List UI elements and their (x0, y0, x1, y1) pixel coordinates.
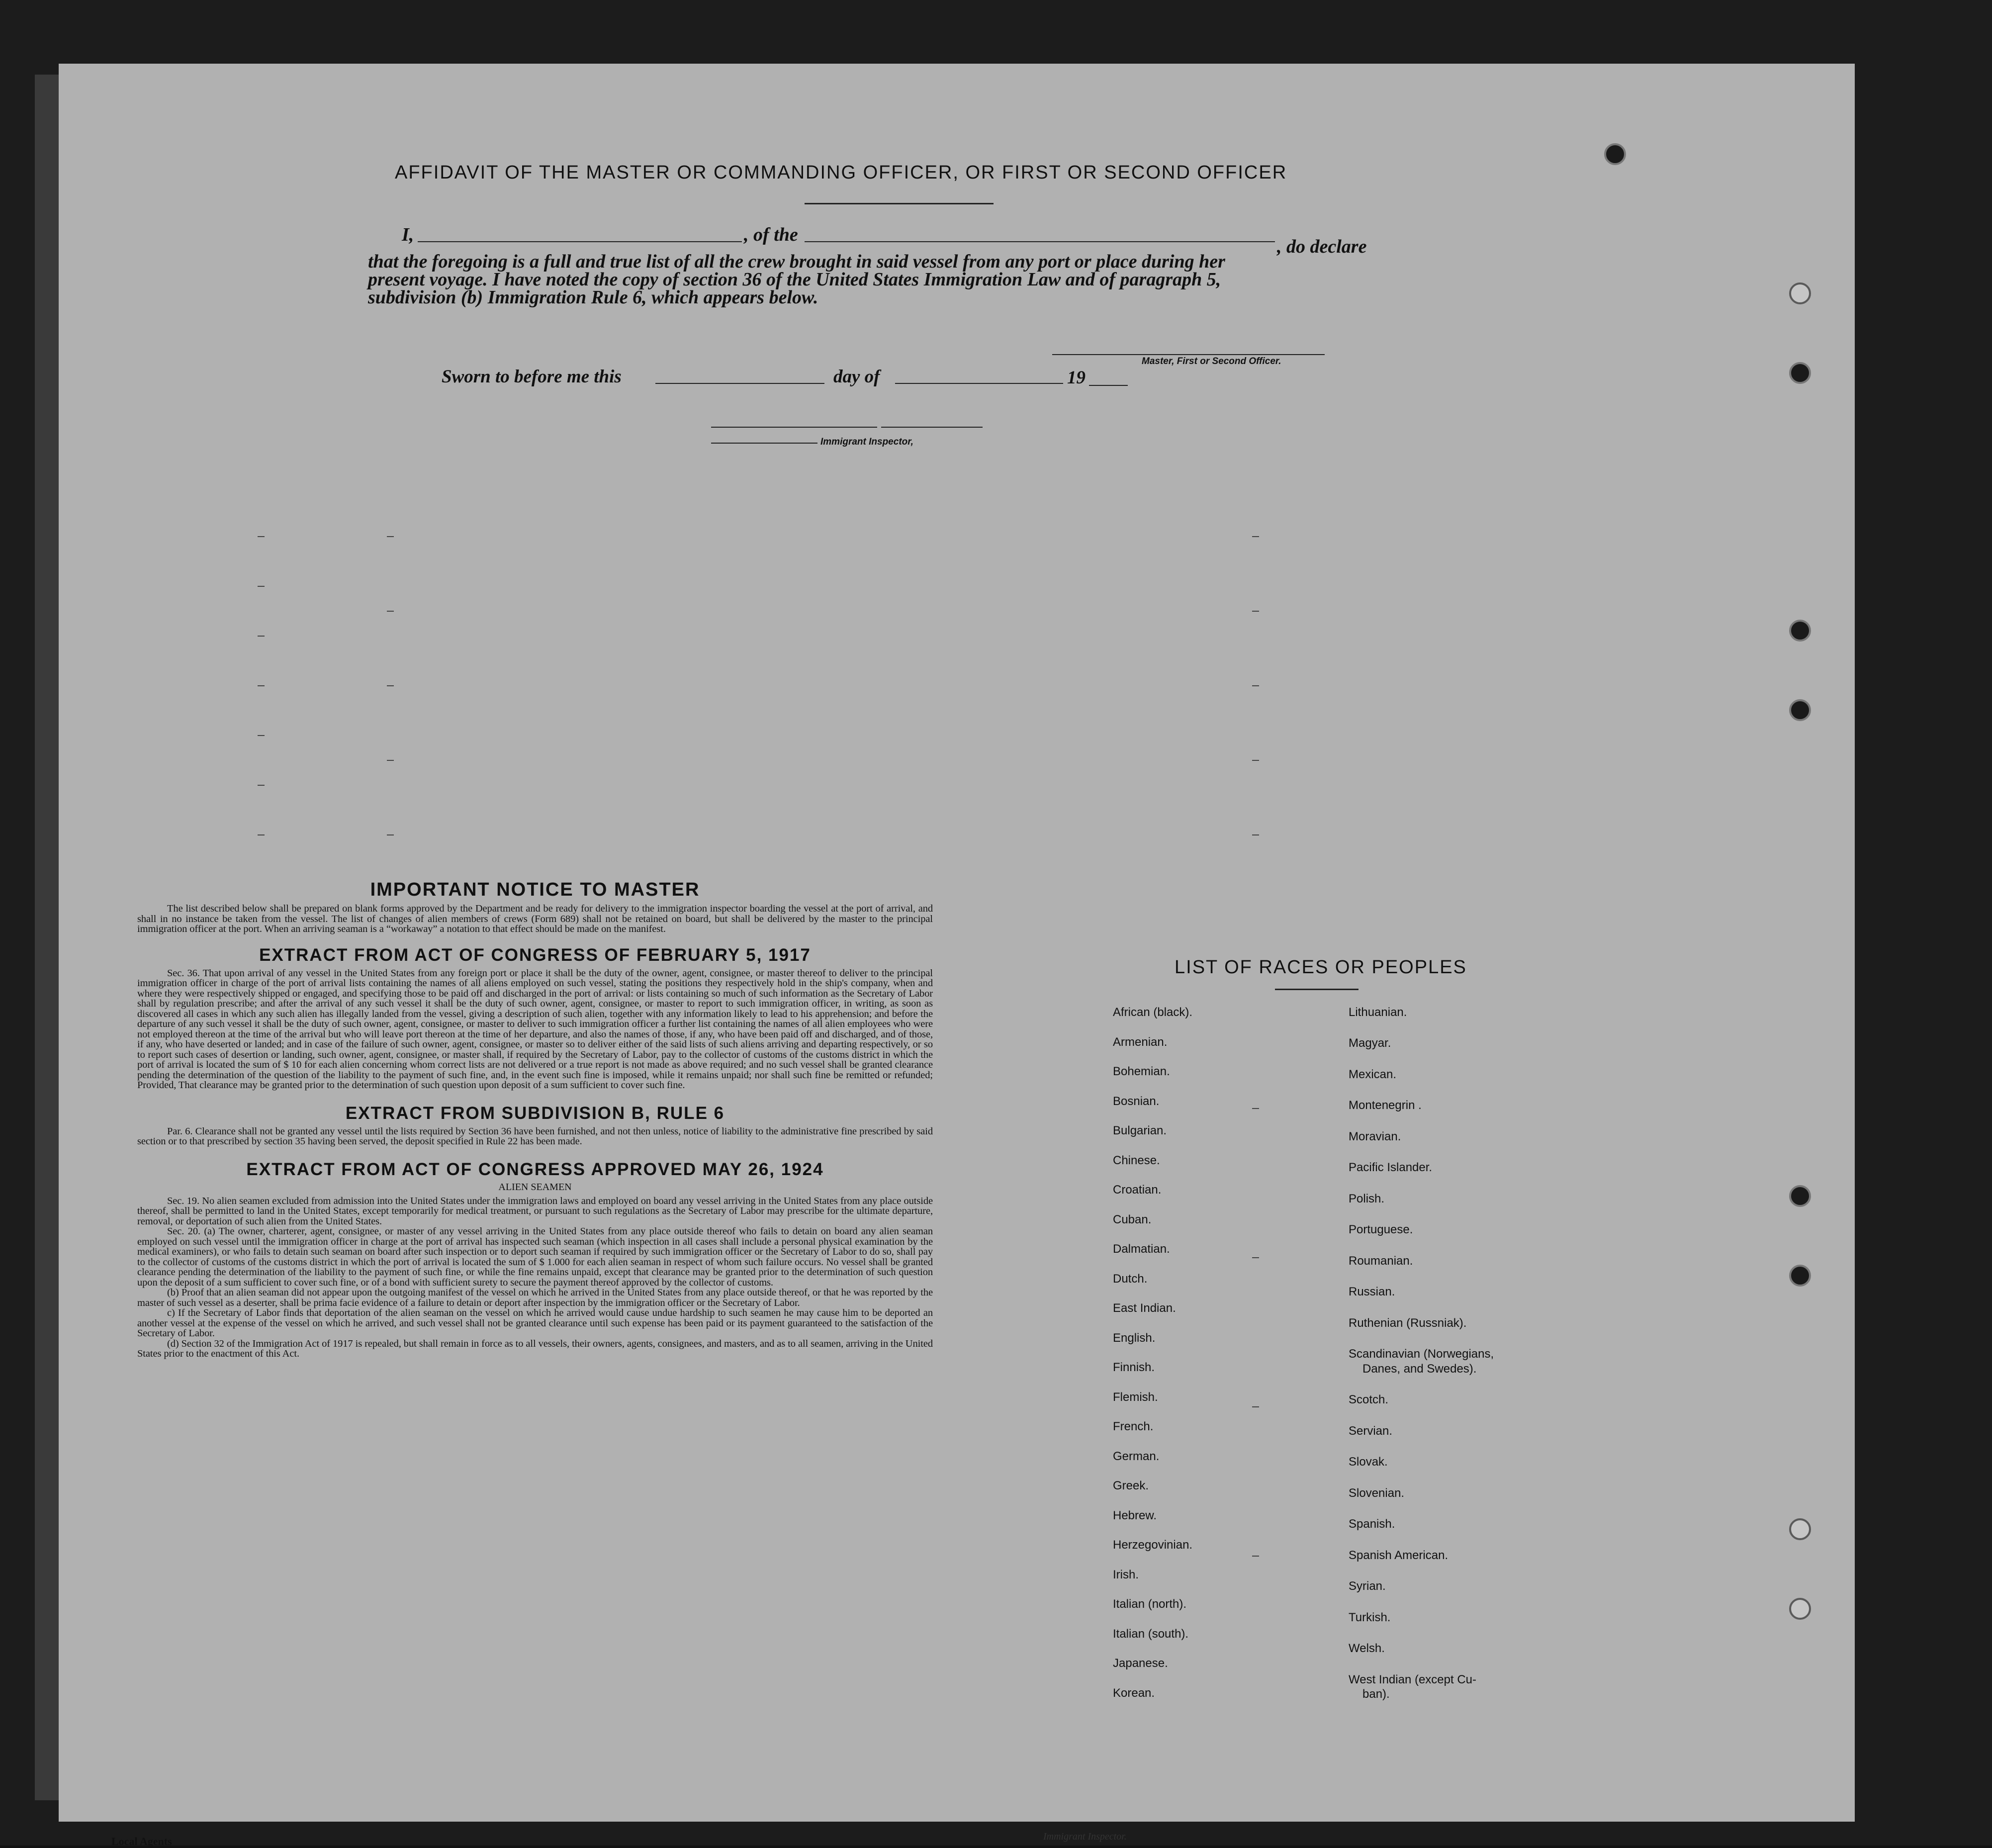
punch-hole (1604, 143, 1626, 165)
race-item: Chinese. (1113, 1154, 1160, 1167)
race-item: Russian. (1349, 1285, 1395, 1298)
punch-hole (1789, 699, 1811, 721)
title-underline (805, 203, 994, 204)
extract-rule6-body (137, 1126, 933, 1147)
race-item: Hebrew. (1113, 1509, 1157, 1522)
faint-dash (1252, 834, 1259, 835)
inspector-line-b (881, 427, 983, 428)
race-item: Spanish American. (1349, 1549, 1449, 1562)
faint-dash (387, 685, 394, 686)
race-item: East Indian. (1113, 1301, 1176, 1315)
punch-hole (1789, 1265, 1811, 1287)
punch-hole (1789, 362, 1811, 384)
punch-hole (1789, 282, 1811, 304)
faint-dash (1252, 1556, 1259, 1557)
punch-hole (1789, 1518, 1811, 1540)
race-item: Armenian. (1113, 1035, 1168, 1049)
race-item: Turkish. (1349, 1611, 1391, 1624)
sworn-year: 19 (1067, 368, 1086, 388)
affidavit-body-line-2: present voyage. I have noted the copy of section 36 of the United States Immigration Law and of paragraph 5, (368, 269, 1221, 290)
faint-dash (258, 536, 265, 537)
race-item: Cuban. (1113, 1213, 1152, 1226)
race-item: Pacific Islander. (1349, 1161, 1433, 1174)
notice-title: IMPORTANT NOTICE TO MASTER (370, 879, 700, 900)
race-item: Dalmatian. (1113, 1242, 1170, 1256)
day-blank (655, 383, 824, 384)
declare-i: I, (402, 224, 414, 245)
inspector-line-a (711, 427, 877, 428)
race-item: Slovak. (1349, 1455, 1388, 1469)
punch-hole (1789, 1185, 1811, 1207)
faint-dash (1252, 685, 1259, 686)
extract-1924-body (137, 1196, 933, 1359)
races-title-underline (1275, 989, 1358, 990)
race-item: Scandinavian (Norwegians, (1349, 1347, 1494, 1361)
month-blank (895, 383, 1063, 384)
signature-line (1052, 354, 1325, 355)
race-item: Japanese. (1113, 1657, 1168, 1670)
race-item: Bulgarian. (1113, 1124, 1167, 1137)
declare-do-declare: , do declare (1277, 236, 1367, 257)
race-item: Moravian. (1349, 1130, 1401, 1143)
race-item: African (black). (1113, 1006, 1193, 1019)
race-item: Servian. (1349, 1424, 1393, 1438)
faint-dash (1252, 536, 1259, 537)
races-title: LIST OF RACES OR PEOPLES (1175, 957, 1467, 978)
faint-dash (387, 760, 394, 761)
race-item: Slovenian. (1349, 1486, 1405, 1500)
extract-1924-title: EXTRACT FROM ACT OF CONGRESS APPROVED MAY 26, 1924 (246, 1159, 824, 1179)
extract-rule6-title: EXTRACT FROM SUBDIVISION B, RULE 6 (345, 1103, 725, 1123)
race-item: Portuguese. (1349, 1223, 1413, 1236)
race-item: West Indian (except Cu- (1349, 1673, 1477, 1686)
race-item: Croatian. (1113, 1183, 1162, 1197)
race-item: Korean. (1113, 1686, 1155, 1700)
faint-dash (258, 834, 265, 835)
faint-dash (387, 536, 394, 537)
race-item: Welsh. (1349, 1642, 1385, 1655)
sec-20c-paragraph: c) If the Secretary of Labor finds that deportation of the alien seaman on the vessel on which he arrived would cause undue hardship to such seamen he may cause him to be deported an another vessel at the expense of the vessel on which he arrived, and such vessel shall not be granted clearance until such expense has been paid or its payment guaranteed to the satisfaction of the Secretary of Labor. (137, 1307, 933, 1339)
race-item: Magyar. (1349, 1036, 1391, 1050)
alien-seamen-subtitle: ALIEN SEAMEN (498, 1181, 572, 1193)
race-item: Scotch. (1349, 1393, 1389, 1406)
declare-of-the: , of the (744, 224, 798, 245)
faint-dash (1252, 1406, 1259, 1407)
affidavit-body-line-3: subdivision (b) Immigration Rule 6, which appears below. (368, 287, 818, 308)
punch-hole (1789, 1598, 1811, 1620)
sec-20a-paragraph: Sec. 20. (a) The owner, charterer, agent, consignee, or master of any vessel arriving in the United States from any place outside thereof who fails to detain on board any alien seaman employed on such vessel until the immigration officer in charge at the port of arrival has inspected such seaman (which inspection in all cases shall include a personal physical examination by the medical examiners), or who fails to detain such seaman on board after such inspection or to deport such seaman if required by such immigration officer or the Secretary of Labor to do so, shall pay to the collector of customs of the customs district in which the port of arrival is located the sum of $ 1.000 for each alien seaman in respect of whom such failure occurs. No vessel shall be granted clearance pending the determination of the liability to the payment of such fine, or while the fine remains unpaid, except that clearance may be granted prior to the determination of such question upon the deposit of a sum sufficient to cover such fine, or of a bond with sufficient surety to secure the payment thereof approved by the collector of customs. (137, 1226, 933, 1288)
race-item: Dutch. (1113, 1272, 1148, 1286)
race-item: French. (1113, 1420, 1154, 1433)
punch-hole (1789, 620, 1811, 642)
race-item: Polish. (1349, 1192, 1385, 1205)
faint-dash (1252, 760, 1259, 761)
bottom-inspector-label: Immigrant Inspector. (1043, 1831, 1127, 1842)
race-item: Bohemian. (1113, 1065, 1170, 1078)
inspector-label: Immigrant Inspector, (820, 437, 913, 447)
signature-label: Master, First or Second Officer. (1142, 356, 1281, 367)
faint-dash (258, 586, 265, 587)
faint-dash (387, 611, 394, 612)
local-agents-label: Local Agents (111, 1835, 172, 1848)
sworn-day-of: day of (833, 367, 880, 387)
race-item: Syrian. (1349, 1579, 1386, 1593)
sec-20b-paragraph: (b) Proof that an alien seaman did not appear upon the outgoing manifest of the vessel on which he arrived in the United States from any place outside thereof, or that he was reported by the master of such vessel as a deserter, shall be prima facie evidence of a failure to detain or deport after inspection by the immigration officer or the Secretary of Labor. (137, 1287, 933, 1308)
notices-column (137, 879, 933, 1359)
race-item: ban). (1362, 1687, 1390, 1701)
faint-dash (1252, 1108, 1259, 1109)
faint-dash (1252, 1257, 1259, 1258)
faint-dash (258, 785, 265, 786)
race-item: Montenegrin . (1349, 1099, 1422, 1112)
faint-dash (258, 636, 265, 637)
notice-paragraph: The list described below shall be prepared on blank forms approved by the Department and be ready for delivery to the immigration inspector boarding the vessel at the port of arrival, and shall in no instance be taken from the vessel. The list of changes of alien members of crews (Form 689) shall not be retained on board, but shall be delivered by the master to the principal immigration officer at the port. When an arriving seaman is a “workaway” a notation to that effect should be made on the manifest. (137, 903, 933, 934)
faint-dash (258, 735, 265, 736)
sec-19-paragraph: Sec. 19. No alien seamen excluded from admission into the United States under the immigration laws and employed on board any vessel arriving in the United States from any place outside thereof, shall be permitted to land in the United States, except temporarily for medical treatment, or pursuant to such regulations as the Secretary of Labor may prescribe for the ultimate departure, removal, or deportation of such alien from the United States. (137, 1195, 933, 1227)
year-blank (1089, 385, 1128, 386)
sworn-prefix: Sworn to before me this (442, 367, 622, 387)
race-item: English. (1113, 1331, 1156, 1345)
affidavit-title: AFFIDAVIT OF THE MASTER OR COMMANDING OFFICER, OR FIRST OR SECOND OFFICER (395, 162, 1287, 183)
race-item: Bosnian. (1113, 1095, 1160, 1108)
race-item: Irish. (1113, 1568, 1139, 1581)
race-item: German. (1113, 1450, 1160, 1463)
race-item: Mexican. (1349, 1068, 1397, 1081)
race-item: Flemish. (1113, 1390, 1158, 1404)
faint-dash (387, 834, 394, 835)
manifest-back-page (59, 64, 1855, 1848)
race-item: Roumanian. (1349, 1254, 1413, 1268)
name-blank (418, 241, 742, 242)
race-item: Danes, and Swedes). (1362, 1362, 1477, 1376)
faint-dash (1252, 611, 1259, 612)
race-item: Spanish. (1349, 1517, 1395, 1531)
race-item: Greek. (1113, 1479, 1149, 1492)
par-6-paragraph: Par. 6. Clearance shall not be granted any vessel until the lists required by Section 36 have been furnished, and not then unless, notice of liability to the administrative fine prescribed by said section or to that prescribed by section 35 having been served, the deposit specified in Rule 22 has been made. (137, 1125, 933, 1147)
sec-20d-paragraph: (d) Section 32 of the Immigration Act of 1917 is repealed, but shall remain in force as to all vessels, their owners, agents, consignees, and masters, and as to all seamen, arriving in the United States prior to the enactment of this Act. (137, 1338, 933, 1359)
vessel-blank (805, 241, 1275, 242)
race-item: Finnish. (1113, 1361, 1155, 1374)
race-item: Italian (south). (1113, 1627, 1189, 1641)
affidavit-body-line-1: that the foregoing is a full and true list of all the crew brought in said vessel from any port or place during her (368, 251, 1225, 272)
race-item: Ruthenian (Russniak). (1349, 1316, 1467, 1330)
race-item: Italian (north). (1113, 1597, 1187, 1611)
notice-body (137, 904, 933, 934)
faint-dash (258, 685, 265, 686)
extract-1917-body (137, 968, 933, 1091)
extract-1917-title: EXTRACT FROM ACT OF CONGRESS OF FEBRUARY 5, 1917 (259, 945, 811, 965)
race-item: Lithuanian. (1349, 1006, 1407, 1019)
sec-36-paragraph: Sec. 36. That upon arrival of any vessel in the United States from any foreign port or place it shall be the duty of the owner, agent, consignee, or master thereof to deliver to the principal immigration officer in charge of the port of arrival lists containing the names of all aliens employed on such vessel, stating the positions they respectively hold in the ship's company, when and where they were respectively shipped or engaged, and specifying those to be paid off and discharged in the port of arrival: or lists containing so much of such information as the Secretary of Labor shall by regulation prescribe; and after the arrival of any such vessel it shall be the duty of such owner, agent, consignee, or master to report to such immigration officer, in writing, as soon as discovered all cases in which any such alien has illegally landed from the vessel, giving a description of such alien, together with any information likely to lead to his apprehension; and before the departure of any such vessel it shall be the duty of such owner, agent, consignee, or master to deliver to such immigration officer a further list containing the names of all alien employees who were not employed thereon at the time of the arrival but who will leave port thereon at the time of her departure, and also the names of those, if any, who have been paid off and discharged, and of those, if any, who have deserted or landed; and in case of the failure of such owner, agent, consignee, or master so to deliver either of the said lists of such aliens arriving and departing respectively, or so to report such cases of desertion or landing, such owner, agent, consignee, or master shall, if required by the Secretary of Labor, pay to the collector of customs of the customs district in which the port of arrival is located the sum of $ 10 for each alien concerning whom correct lists are not delivered or a true report is not made as above required; and no such vessel shall be granted clearance pending the determination of the question of the liability to the payment of such fine, and, in the event such fine is imposed, while it remains unpaid; nor shall such fine be remitted or refunded; Provided, That clearance may be granted prior to the determination of such question upon deposit of a sum sufficient to cover such fine. (137, 967, 933, 1091)
race-item: Herzegovinian. (1113, 1538, 1193, 1552)
inspector-line-c (711, 443, 817, 444)
